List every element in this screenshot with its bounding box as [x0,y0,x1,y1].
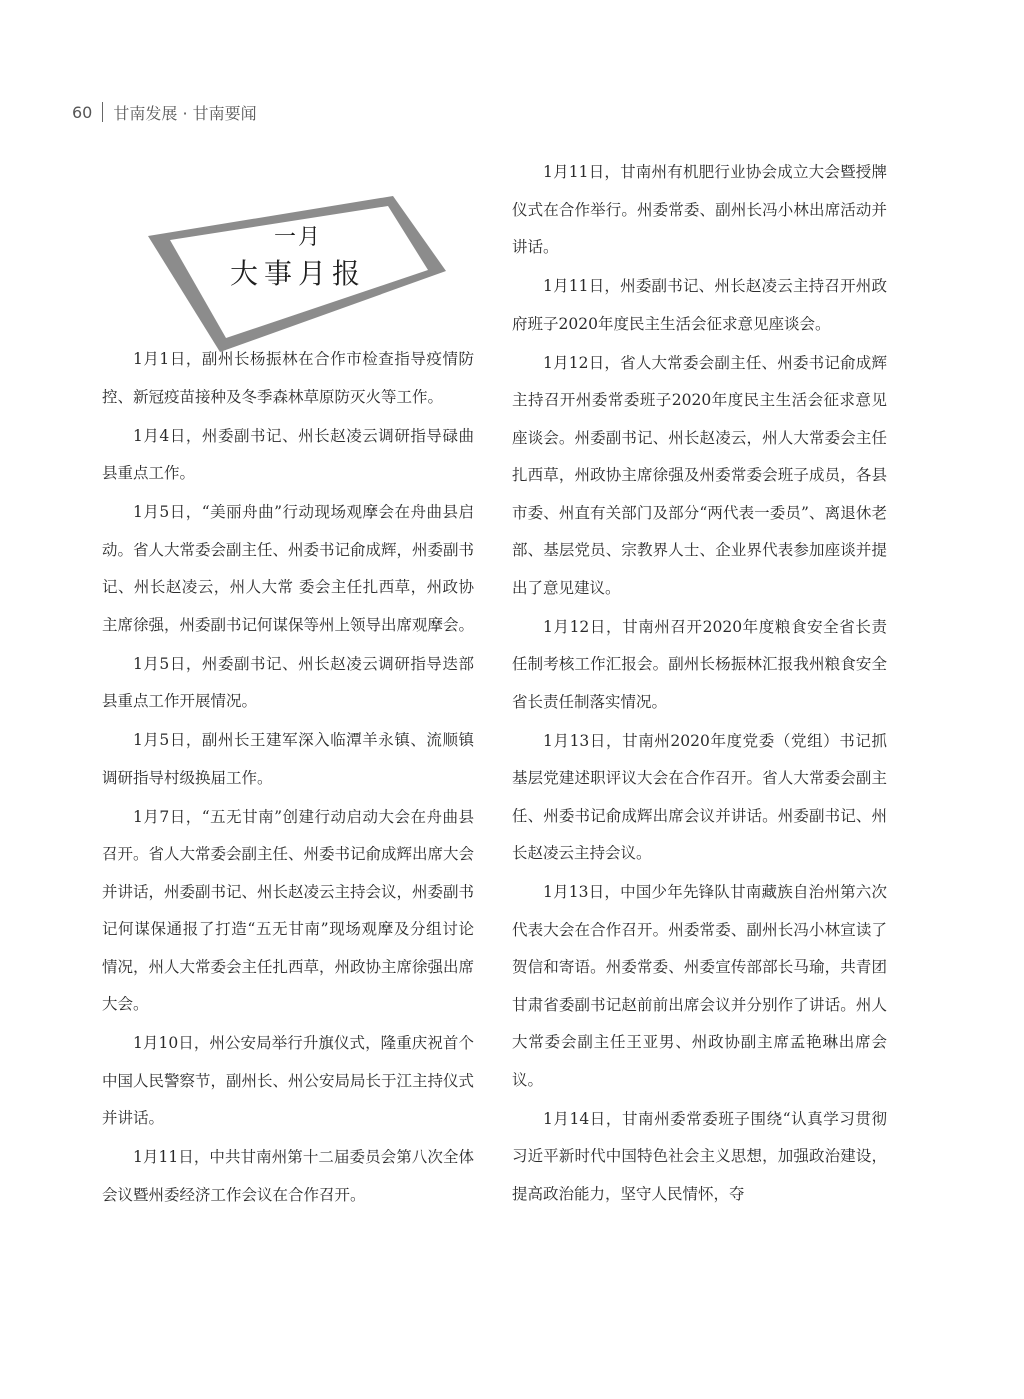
event-paragraph: 1月14日，甘南州委常委班子围绕“认真学习贯彻习近平新时代中国特色社会主义思想，加强政治建设，提高政治能力，坚守人民情怀，夺 [512,1109,887,1203]
event-paragraph: 1月5日，副州长王建军深入临潭羊永镇、流顺镇调研指导村级换届工作。 [102,731,474,787]
left-column [102,341,474,1216]
event-paragraph: 1月1日，副州长杨振林在合作市检查指导疫情防控、新冠疫苗接种及冬季森林草原防灭火等工作。 [102,350,474,406]
banner-line-month: 一月 [273,225,322,250]
header-divider [102,102,103,122]
running-header [72,99,257,125]
event-paragraph: 1月4日，州委副书记、州长赵凌云调研指导碌曲县重点工作。 [102,426,474,482]
event-paragraph: 1月10日，州公安局举行升旗仪式，隆重庆祝首个中国人民警察节，副州长、州公安局局长于江主持仪式并讲话。 [102,1034,475,1127]
banner-line-heading: 大事月报 [229,257,366,290]
event-paragraph: 1月12日，甘南州召开2020年度粮食安全省长责任制考核工作汇报会。副州长杨振林汇报我州粮食安全省长责任制落实情况。 [512,617,887,711]
event-paragraph: 1月5日，“美丽舟曲”行动现场观摩会在舟曲县启动。省人大常委会副主任、州委书记俞成辉，州委副书记、州长赵凌云，州人大常 委会主任扎西草，州政协主席徐强，州委副书记何谋保等州上领导出席观摩会。 [102,503,475,634]
event-paragraph: 1月11日，州委副书记、州长赵凌云主持召开州政府班子2020年度民主生活会征求意见座谈会。 [512,277,887,333]
event-paragraph: 1月7日，“五无甘南”创建行动启动大会在舟曲县召开。省人大常委会副主任、州委书记俞成辉出席大会并讲话，州委副书记、州长赵凌云主持会议，州委副书记何谋保通报了打造“五无甘南”现场观摩及分组讨论情况，州人大常委会主任扎西草，州政协主席徐强出席大会。 [102,807,475,1013]
event-paragraph: 1月13日，甘南州2020年度党委（党组）书记抓基层党建述职评议大会在合作召开。省人大常委会副主任、州委书记俞成辉出席会议并讲话。州委副书记、州长赵凌云主持会议。 [512,731,887,862]
event-paragraph: 1月13日，中国少年先锋队甘南藏族自治州第六次代表大会在合作召开。州委常委、副州长冯小林宣读了贺信和寄语。州委常委、州委宣传部部长马瑜，共青团甘肃省委副书记赵前前出席会议并分别作了讲话。州人大常委会副主任王亚男、州政协副主席孟艳琳出席会议。 [512,883,887,1089]
event-paragraph: 1月11日，甘南州有机肥行业协会成立大会暨授牌仪式在合作举行。州委常委、副州长冯小林出席活动并讲话。 [512,163,887,256]
page-number: 60 [72,102,93,122]
section-title: 甘南发展 · 甘南要闻 [113,103,257,123]
right-column [512,154,887,1215]
event-paragraph: 1月5日，州委副书记、州长赵凌云调研指导迭部县重点工作开展情况。 [102,654,474,710]
month-title-banner [148,196,448,356]
event-paragraph: 1月12日，省人大常委会副主任、州委书记俞成辉主持召开州委常委班子2020年度民主生活会征求意见座谈会。州委副书记、州长赵凌云，州人大常委会主任扎西草，州政协主席徐强及州委常委会班子成员，各县市委、州直有关部门及部分“两代表一委员”、离退休老部、基层党员、宗教界人士、企业界代表参加座谈并提出了意见建议。 [512,353,887,597]
event-paragraph: 1月11日，中共甘南州第十二届委员会第八次全体会议暨州委经济工作会议在合作召开。 [102,1148,474,1204]
